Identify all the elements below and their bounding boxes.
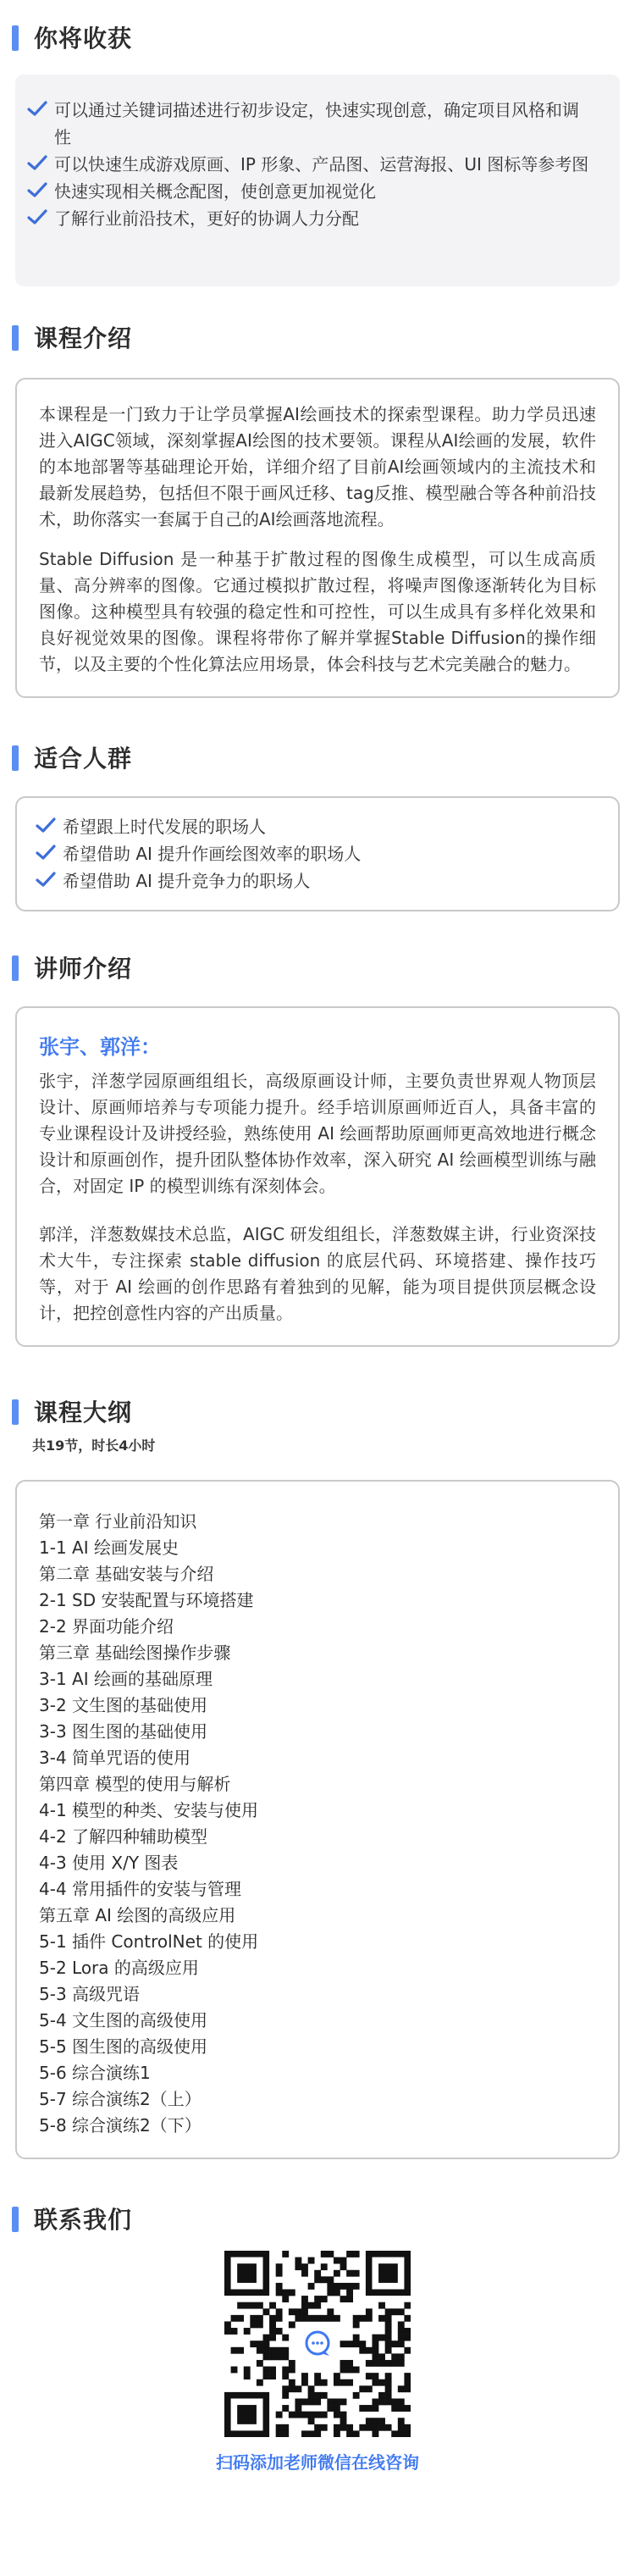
outline-line: 5-5 图生图的高级使用 bbox=[39, 2036, 208, 2057]
outline-section bbox=[0, 1386, 635, 2159]
qr-caption: 扫码添加老师微信在线咨询 bbox=[216, 2452, 419, 2473]
check-icon bbox=[36, 817, 56, 834]
gains-item-text: 了解行业前沿技术，更好的协调人力分配 bbox=[54, 208, 359, 229]
teacher-title: 讲师介绍 bbox=[34, 955, 133, 983]
intro-title: 课程介绍 bbox=[34, 324, 133, 352]
gains-header bbox=[0, 12, 635, 63]
outline-line: 5-8 综合演练2（下） bbox=[39, 2115, 202, 2136]
audience-card bbox=[15, 796, 620, 911]
gains-item bbox=[54, 97, 594, 151]
audience-header bbox=[0, 732, 635, 783]
outline-line: 2-1 SD 安装配置与环境搭建 bbox=[39, 1590, 254, 1610]
section-accent-bar bbox=[12, 2207, 19, 2232]
outline-line: 3-3 图生图的基础使用 bbox=[39, 1721, 208, 1742]
outline-line: 第一章 行业前沿知识 bbox=[39, 1511, 197, 1532]
audience-item-text: 希望跟上时代发展的职场人 bbox=[63, 817, 266, 837]
gains-item-text: 可以快速生成游戏原画、IP 形象、产品图、运营海报、UI 图标等参考图 bbox=[54, 154, 589, 175]
audience-item-text: 希望借助 AI 提升作画绘图效率的职场人 bbox=[63, 844, 362, 864]
gains-item bbox=[54, 151, 594, 178]
outline-line: 4-3 使用 X/Y 图表 bbox=[39, 1853, 179, 1873]
gains-title: 你将收获 bbox=[34, 25, 133, 53]
outline-line: 第四章 模型的使用与解析 bbox=[39, 1774, 231, 1794]
check-icon bbox=[36, 844, 56, 861]
outline-subtitle: 共19节，时长4小时 bbox=[32, 1438, 156, 1454]
qr-wrap bbox=[0, 2251, 635, 2474]
audience-section bbox=[0, 732, 635, 911]
teacher-section bbox=[0, 942, 635, 1347]
outline-line: 4-4 常用插件的安装与管理 bbox=[39, 1879, 242, 1899]
outline-line: 4-1 模型的种类、安装与使用 bbox=[39, 1800, 259, 1820]
intro-card bbox=[15, 378, 620, 698]
teacher-header bbox=[0, 942, 635, 993]
outline-title: 课程大纲 bbox=[34, 1399, 133, 1426]
gains-item-text: 可以通过关键词描述进行初步设定，快速实现创意，确定项目风格和调性 bbox=[54, 100, 579, 147]
audience-title: 适合人群 bbox=[34, 745, 133, 773]
gains-section bbox=[0, 0, 635, 286]
check-icon bbox=[27, 154, 47, 171]
check-icon bbox=[36, 871, 56, 888]
audience-item-text: 希望借助 AI 提升竞争力的职场人 bbox=[63, 871, 311, 891]
audience-item bbox=[63, 867, 596, 895]
intro-header bbox=[0, 312, 635, 363]
outline-line: 5-3 高级咒语 bbox=[39, 1984, 141, 2004]
outline-line: 1-1 AI 绘画发展史 bbox=[39, 1537, 179, 1558]
check-icon bbox=[27, 100, 47, 117]
teacher-bio: 张宇，洋葱学园原画组组长，高级原画设计师，主要负责世界观人物顶层设计、原画师培养与专项能力提升。经手培训原画师近百人，具备丰富的专业课程设计及讲授经验，熟练使用 AI 绘画帮助原画师更高效地进行概念设计和原画创作，提升团队整体协作效率，深入研究 AI 绘画模型训练与融合，对固定 IP 的模型训练有深刻体会。 bbox=[39, 1071, 596, 1196]
check-icon bbox=[27, 208, 47, 225]
outline-line: 5-1 插件 ControlNet 的使用 bbox=[39, 1931, 259, 1952]
outline-card bbox=[15, 1480, 620, 2159]
outline-line: 第三章 基础绘图操作步骤 bbox=[39, 1643, 231, 1663]
outline-line: 3-1 AI 绘画的基础原理 bbox=[39, 1669, 213, 1689]
gains-item bbox=[54, 205, 594, 232]
gains-item bbox=[54, 178, 594, 205]
outline-line: 3-4 简单咒语的使用 bbox=[39, 1748, 191, 1768]
outline-line: 5-2 Lora 的高级应用 bbox=[39, 1958, 199, 1978]
teacher-name: 张宇、郭洋： bbox=[39, 1035, 161, 1059]
section-accent-bar bbox=[12, 25, 19, 51]
contact-header bbox=[0, 2193, 635, 2244]
intro-paragraph: Stable Diffusion 是一种基于扩散过程的图像生成模型，可以生成高质量、高分辨率的图像。它通过模拟扩散过程，将噪声图像逐渐转化为目标图像。这种模型具有较强的稳定性和可控性，可以生成具有多样化效果和良好视觉效果的图像。课程将带你了解并掌握Stable Diffusion的操作细节，以及主要的个性化算法应用场景，体会科技与艺术完美融合的魅力。 bbox=[39, 549, 596, 674]
section-accent-bar bbox=[12, 956, 19, 981]
section-accent-bar bbox=[12, 325, 19, 351]
section-accent-bar bbox=[12, 745, 19, 771]
outline-line: 5-7 综合演练2（上） bbox=[39, 2089, 202, 2109]
qr-code-icon[interactable] bbox=[224, 2251, 411, 2437]
teacher-bio: 郭洋，洋葱数媒技术总监，AIGC 研发组组长，洋葱数媒主讲，行业资深技术大牛，专注探索 stable diffusion 的底层代码、环境搭建、操作技巧等，对于 AI 绘画的创作思路有着独到的见解，能为项目提供顶层概念设计，把控创意性内容的产出质量。 bbox=[39, 1224, 596, 1323]
contact-title: 联系我们 bbox=[34, 2206, 133, 2234]
outline-line: 第五章 AI 绘图的高级应用 bbox=[39, 1905, 236, 1925]
contact-section bbox=[0, 2193, 635, 2474]
intro-paragraph: 本课程是一门致力于让学员掌握AI绘画技术的探索型课程。助力学员迅速进入AIGC领域，深刻掌握AI绘图的技术要领。课程从AI绘画的发展，软件的本地部署等基础理论开始，详细介绍了目前AI绘画领域内的主流技术和最新发展趋势，包括但不限于画风迁移、tag反推、模型融合等各种前沿技术，助你落实一套属于自己的AI绘画落地流程。 bbox=[39, 404, 596, 529]
teacher-card bbox=[15, 1006, 620, 1347]
outline-header bbox=[0, 1386, 635, 1437]
outline-line: 5-4 文生图的高级使用 bbox=[39, 2010, 208, 2030]
audience-item bbox=[63, 813, 596, 840]
intro-section bbox=[0, 312, 635, 698]
gains-item-text: 快速实现相关概念配图，使创意更加视觉化 bbox=[54, 181, 376, 202]
outline-line: 4-2 了解四种辅助模型 bbox=[39, 1826, 208, 1847]
gains-box bbox=[15, 75, 620, 286]
outline-line: 第二章 基础安装与介绍 bbox=[39, 1564, 214, 1584]
check-icon bbox=[27, 181, 47, 198]
outline-line: 3-2 文生图的基础使用 bbox=[39, 1695, 208, 1715]
outline-line: 2-2 界面功能介绍 bbox=[39, 1616, 174, 1637]
outline-line: 5-6 综合演练1 bbox=[39, 2063, 151, 2083]
audience-item bbox=[63, 840, 596, 867]
section-accent-bar bbox=[12, 1399, 19, 1425]
